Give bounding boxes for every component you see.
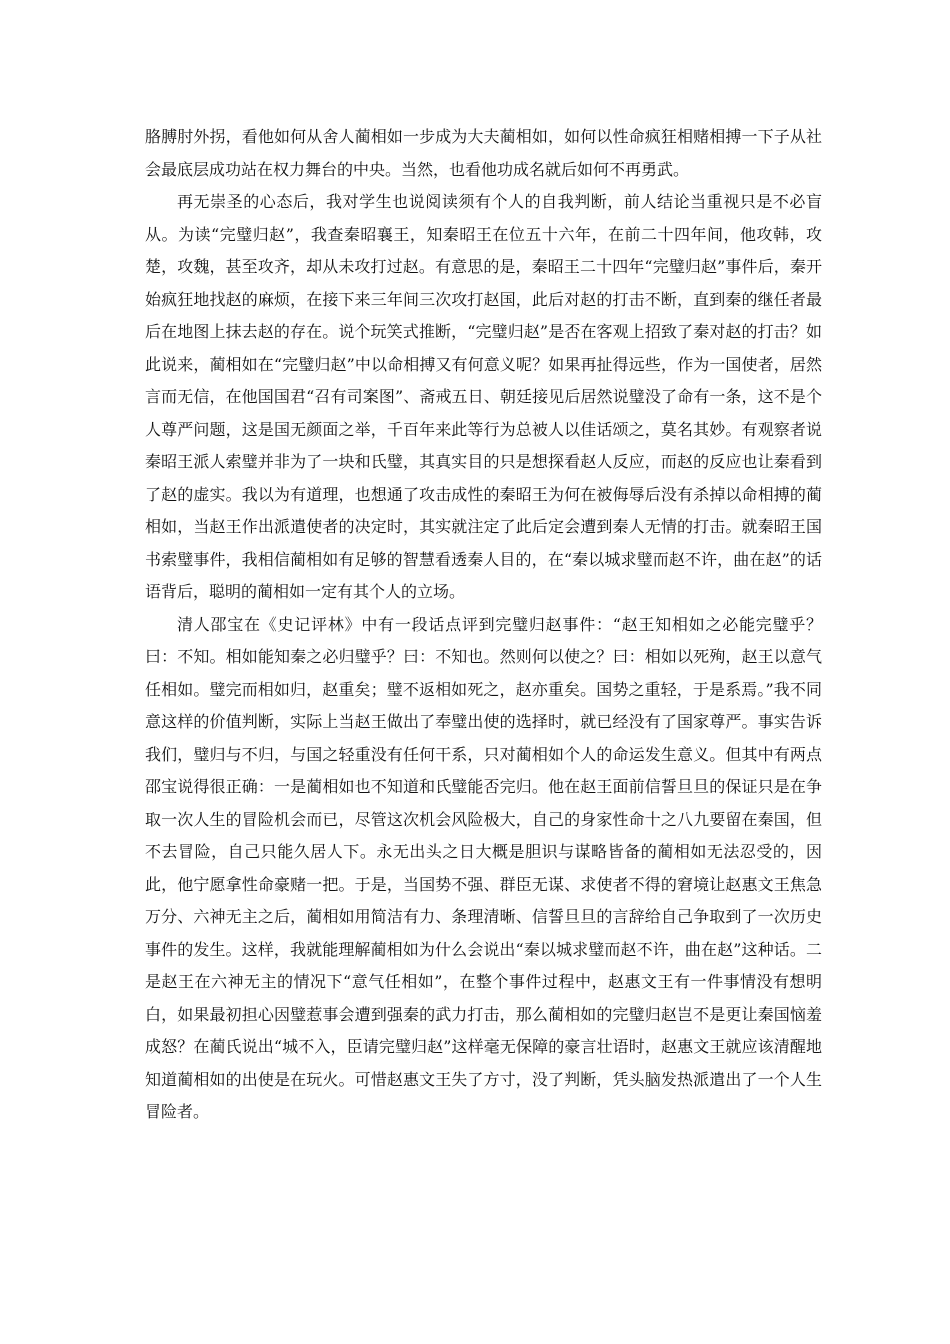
paragraph-2: 再无崇圣的心态后，我对学生也说阅读须有个人的自我判断，前人结论当重视只是不必盲从。为读“完璧归赵”，我查秦昭襄王，知秦昭王在位五十六年，在前二十四年间，他攻韩，攻楚，攻魏，甚至攻齐，却从未攻打过赵。有意思的是，秦昭王二十四年“完璧归赵”事件后，秦开始疯狂地找赵的麻烦，在接下来三年间三次攻打赵国，此后对赵的打击不断，直到秦的继任者最后在地图上抹去赵的存在。说个玩笑式推断，“完璧归赵”是否在客观上招致了秦对赵的打击？如此说来，蔺相如在“完璧归赵”中以命相搏又有何意义呢？如果再扯得远些，作为一国使者，居然言而无信，在他国国君“召有司案图”、斋戒五日、朝廷接见后居然说璧没了命有一条，这不是个人尊严问题，这是国无颜面之举，千百年来此等行为总被人以佳话颂之，莫名其妙。有观察者说秦昭王派人索璧并非为了一块和氏璧，其真实目的只是想探看赵人反应，而赵的反应也让秦看到了赵的虚实。我以为有道理，也想通了攻击成性的秦昭王为何在被侮辱后没有杀掉以命相搏的蔺相如，当赵王作出派遣使者的决定时，其实就注定了此后定会遭到秦人无情的打击。就秦昭王国书索璧事件，我相信蔺相如有足够的智慧看透秦人目的，在“秦以城求璧而赵不许，曲在赵”的话语背后，聪明的蔺相如一定有其个人的立场。 [145, 192, 822, 601]
paragraph-3: 清人邵宝在《史记评林》中有一段话点评到完璧归赵事件：“赵王知相如之必能完璧乎？曰：不知。相如能知秦之必归璧乎？曰：不知也。然则何以使之？曰：相如以死殉，赵王以意气任相如。璧完而相如归，赵重矣；璧不返相如死之，赵亦重矣。国势之重轻，于是系焉。”我不同意这样的价值判断，实际上当赵王做出了奉璧出使的选择时，就已经没有了国家尊严。事实告诉我们，璧归与不归，与国之轻重没有任何干系，只对蔺相如个人的命运发生意义。但其中有两点邵宝说得很正确：一是蔺相如也不知道和氏璧能否完归。他在赵王面前信誓旦旦的保证只是在争取一次人生的冒险机会而已，尽管这次机会风险极大，自己的身家性命十之八九要留在秦国，但不去冒险，自己只能久居人下。永无出头之日大概是胆识与谋略皆备的蔺相如无法忍受的，因此，他宁愿拿性命豪赌一把。于是，当国势不强、群臣无谋、求使者不得的窘境让赵惠文王焦急万分、六神无主之后，蔺相如用简洁有力、条理清晰、信誓旦旦的言辞给自己争取到了一次历史事件的发生。这样，我就能理解蔺相如为什么会说出“秦以城求璧而赵不许，曲在赵”这种话。二是赵王在六神无主的情况下“意气任相如”，在整个事件过程中，赵惠文王有一件事情没有想明白，如果最初担心因璧惹事会遭到强秦的武力打击，那么蔺相如的完璧归赵岂不是更让秦国恼羞成怒？在蔺氏说出“城不入，臣请完璧归赵”这样毫无保障的豪言壮语时，赵惠文王就应该清醒地知道蔺相如的出使是在玩火。可惜赵惠文王失了方寸，没了判断，凭头脑发热派遣出了一个人生冒险者。 [145, 614, 822, 1121]
document-body [145, 121, 822, 1129]
paragraph-1: 胳膊肘外拐，看他如何从舍人蔺相如一步成为大夫蔺相如，如何以性命疯狂相赌相搏一下子从社会最底层成功站在权力舞台的中央。当然，也看他功成名就后如何不再勇武。 [145, 127, 822, 179]
